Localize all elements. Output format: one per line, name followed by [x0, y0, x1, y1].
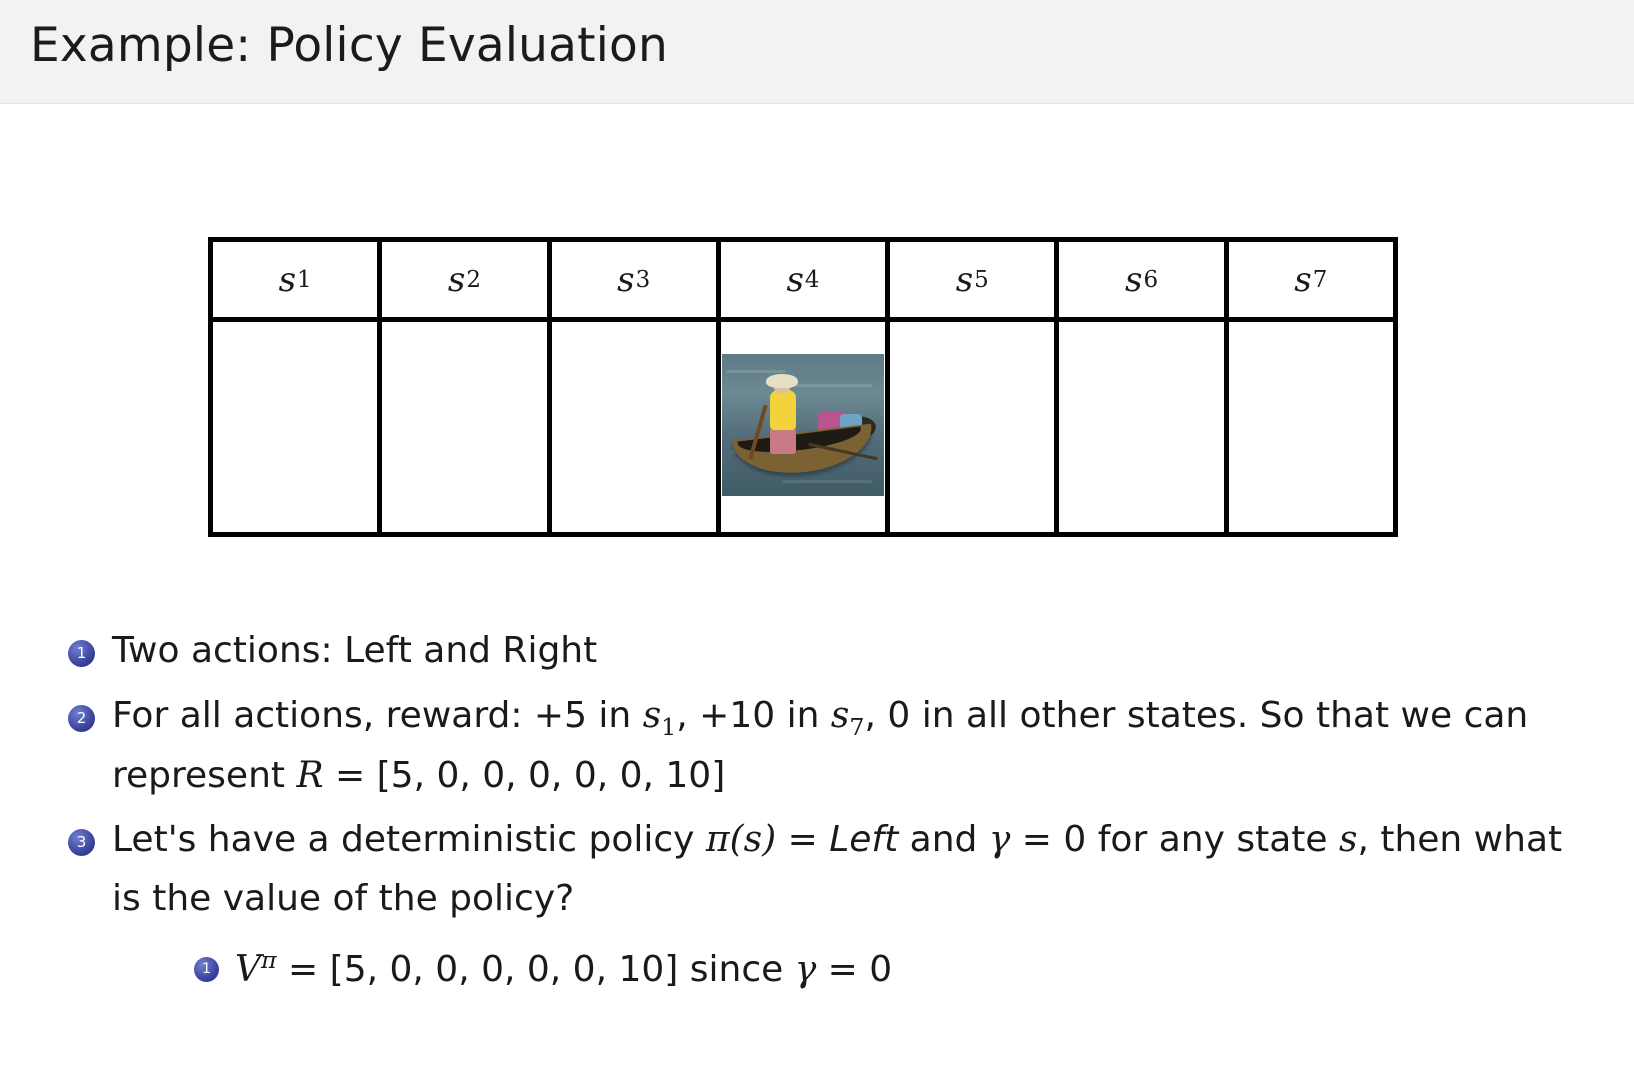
- bullet-text-3: [112, 811, 1588, 999]
- state-index-7: 7: [1312, 266, 1328, 293]
- sub-bullet-text-1: [235, 941, 1588, 1000]
- state-cell-7: [1229, 242, 1393, 532]
- sub-bullet-list: [194, 941, 1588, 1000]
- bullet-item-1: [68, 622, 1588, 681]
- bullet-number-badge-1: 1: [68, 640, 95, 667]
- state-index-2: 2: [466, 266, 481, 293]
- state-body-6: [1059, 322, 1223, 532]
- symbol-s-1: s: [642, 694, 662, 736]
- state-index-1: 1: [297, 266, 312, 293]
- bullet-3-part-c: and: [898, 819, 989, 861]
- state-index-4: 4: [804, 266, 820, 293]
- slide-title-bar: [0, 0, 1634, 104]
- water-streak-icon: [726, 370, 786, 373]
- bullet-item-3: [68, 811, 1588, 999]
- state-label-4: [721, 242, 885, 322]
- symbol-V: V: [235, 948, 261, 990]
- state-index-5: 5: [974, 266, 989, 293]
- state-label-7: [1229, 242, 1393, 322]
- state-label-6: [1059, 242, 1223, 322]
- state-letter-1: s: [278, 259, 297, 300]
- state-body-4: [721, 322, 885, 532]
- bullet-3-part-e: , then what is the value of the policy?: [112, 819, 1563, 919]
- person-legs-shape: [770, 428, 796, 454]
- symbol-s-7: s: [830, 694, 850, 736]
- sub-bullet-item-1: [194, 941, 1588, 1000]
- state-body-7: [1229, 322, 1393, 532]
- state-index-6: 6: [1143, 266, 1159, 293]
- bullet-number-badge-3: 3: [68, 829, 95, 856]
- state-cell-6: [1059, 242, 1228, 532]
- bullet-text-1: [112, 622, 1588, 681]
- bullet-1-lead: Two actions: Left and Right: [112, 630, 598, 671]
- sub-bullet-1-part-b: = 0: [816, 948, 893, 990]
- state-grid: [208, 237, 1398, 537]
- state-body-2: [382, 322, 546, 532]
- bullet-2-part-c: , 0 in all other states. So that we can represent: [112, 694, 1529, 796]
- state-letter-4: s: [786, 259, 804, 300]
- state-label-5: [890, 242, 1054, 322]
- page-title: Example: Policy Evaluation: [30, 18, 669, 73]
- bullet-3-part-a: Let's have a deterministic policy: [112, 819, 706, 861]
- bullet-2-part-d: = [5, 0, 0, 0, 0, 0, 10]: [323, 754, 726, 796]
- water-streak-icon: [792, 384, 872, 387]
- state-index-3: 3: [635, 266, 651, 293]
- state-cell-3: [552, 242, 721, 532]
- symbol-V-superscript-pi: π: [261, 945, 277, 974]
- state-cell-4: [721, 242, 890, 532]
- sub-bullet-number-badge-1: 1: [194, 957, 219, 982]
- bullet-list: [68, 622, 1588, 1005]
- state-label-2: [382, 242, 546, 322]
- symbol-s-generic: s: [1338, 819, 1358, 861]
- state-label-1: [213, 242, 377, 322]
- person-body-shape: [770, 390, 796, 430]
- symbol-pi-of-s: π(s): [705, 819, 777, 861]
- symbol-gamma-1: γ: [988, 819, 1011, 861]
- state-cell-1: [213, 242, 382, 532]
- state-letter-3: s: [617, 259, 635, 300]
- symbol-R: R: [296, 754, 324, 796]
- state-label-3: [552, 242, 716, 322]
- state-letter-7: s: [1294, 259, 1312, 300]
- symbol-s-7-index: 7: [849, 712, 865, 741]
- bullet-text-2: [112, 687, 1588, 806]
- sub-bullet-1-part-a: = [5, 0, 0, 0, 0, 0, 10] since: [276, 948, 795, 990]
- conical-hat-icon: [766, 374, 798, 388]
- boat-with-person-photo: [722, 354, 884, 496]
- bullet-2-part-a: For all actions, reward: +5 in: [112, 694, 643, 736]
- state-body-1: [213, 322, 377, 532]
- state-cell-2: [382, 242, 551, 532]
- bullet-item-2: [68, 687, 1588, 806]
- symbol-gamma-2: γ: [794, 948, 817, 990]
- symbol-s-1-index: 1: [661, 712, 677, 741]
- state-letter-5: s: [955, 259, 974, 300]
- bullet-number-badge-2: 2: [68, 705, 95, 732]
- state-letter-6: s: [1125, 259, 1143, 300]
- bullet-3-part-d: = 0 for any state: [1010, 819, 1339, 861]
- state-body-3: [552, 322, 716, 532]
- state-cell-5: [890, 242, 1059, 532]
- action-left-label: Left: [829, 819, 899, 861]
- water-streak-icon: [782, 480, 872, 483]
- bullet-2-part-b: , +10 in: [676, 694, 831, 736]
- state-body-5: [890, 322, 1054, 532]
- state-letter-2: s: [447, 259, 466, 300]
- bullet-3-part-b: =: [776, 819, 830, 861]
